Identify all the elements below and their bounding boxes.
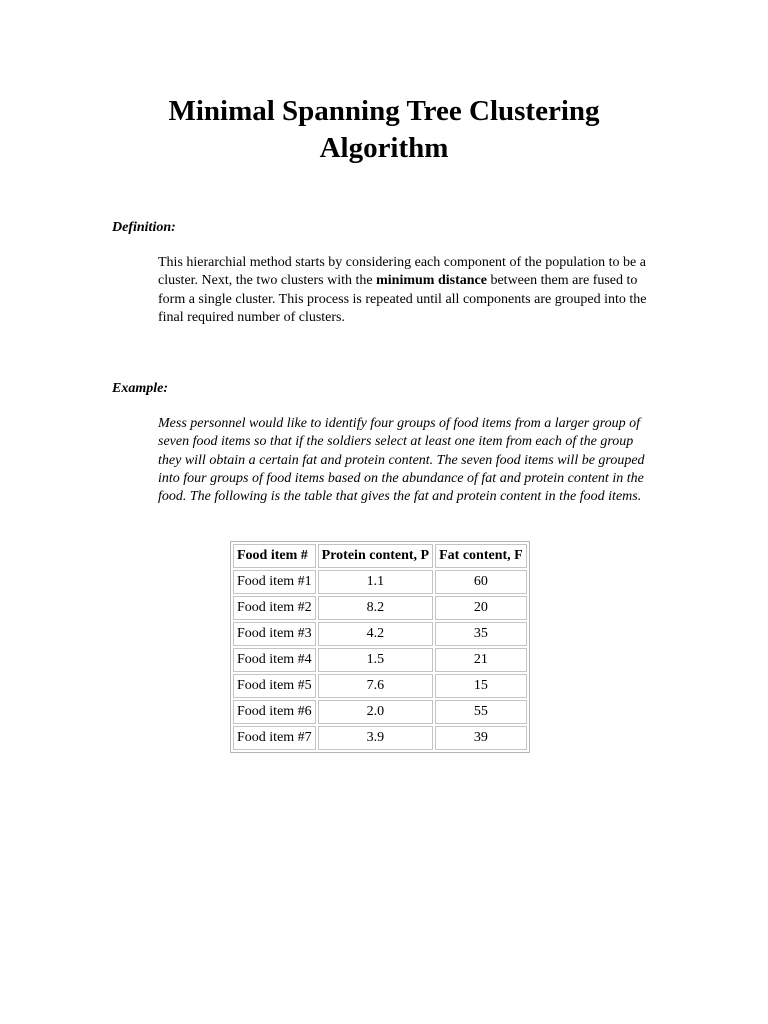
- cell-protein-content: 4.2: [318, 622, 433, 646]
- cell-fat-content: 39: [435, 726, 527, 750]
- table-row: [233, 700, 527, 724]
- header-fat-content: Fat content, F: [435, 544, 527, 568]
- example-paragraph: Mess personnel would like to identify four groups of food items from a larger group of seven food items so that if the soldiers select at least one item from each of the group they will obtain a certain fat and protein content. The seven food items will be grouped into four groups of food items based on the abundance of fat and protein content in the food. The following is the table that gives the fat and protein content in the food items.: [158, 416, 645, 505]
- header-protein-content: Protein content, P: [318, 544, 433, 568]
- cell-fat-content: 15: [435, 674, 527, 698]
- definition-paragraph: [158, 254, 663, 327]
- table-row: [233, 622, 527, 646]
- cell-food-item: Food item #7: [233, 726, 316, 750]
- cell-food-item: Food item #4: [233, 648, 316, 672]
- cell-fat-content: 35: [435, 622, 527, 646]
- cell-fat-content: 55: [435, 700, 527, 724]
- table-row: [233, 674, 527, 698]
- cell-protein-content: 1.1: [318, 570, 433, 594]
- page-title: [0, 93, 768, 167]
- table-body: [233, 570, 527, 750]
- table-row: [233, 596, 527, 620]
- page-title-line-1: Minimal Spanning Tree Clustering: [168, 95, 600, 127]
- table-header-row: [233, 544, 527, 568]
- cell-protein-content: 7.6: [318, 674, 433, 698]
- cell-protein-content: 1.5: [318, 648, 433, 672]
- cell-food-item: Food item #6: [233, 700, 316, 724]
- cell-protein-content: 8.2: [318, 596, 433, 620]
- definition-heading: Definition:: [112, 220, 176, 235]
- cell-protein-content: 2.0: [318, 700, 433, 724]
- cell-food-item: Food item #1: [233, 570, 316, 594]
- header-food-item: Food item #: [233, 544, 316, 568]
- cell-fat-content: 20: [435, 596, 527, 620]
- page-title-line-2: Algorithm: [319, 132, 449, 164]
- table-row: [233, 648, 527, 672]
- cell-fat-content: 60: [435, 570, 527, 594]
- food-items-table: [230, 541, 530, 753]
- cell-food-item: Food item #5: [233, 674, 316, 698]
- table-row: [233, 726, 527, 750]
- cell-fat-content: 21: [435, 648, 527, 672]
- cell-food-item: Food item #3: [233, 622, 316, 646]
- cell-protein-content: 3.9: [318, 726, 433, 750]
- definition-text-end: between them are fused to form a single cluster. This process is repeated until all components are grouped into the final required number of clusters.: [158, 273, 647, 325]
- table-row: [233, 570, 527, 594]
- definition-text-start: This hierarchial method starts by considering each component of the population to be a cluster. Next, the two clusters with the: [158, 255, 646, 289]
- cell-food-item: Food item #2: [233, 596, 316, 620]
- example-heading: Example:: [112, 381, 168, 396]
- definition-emphasis: minimum distance: [376, 273, 487, 289]
